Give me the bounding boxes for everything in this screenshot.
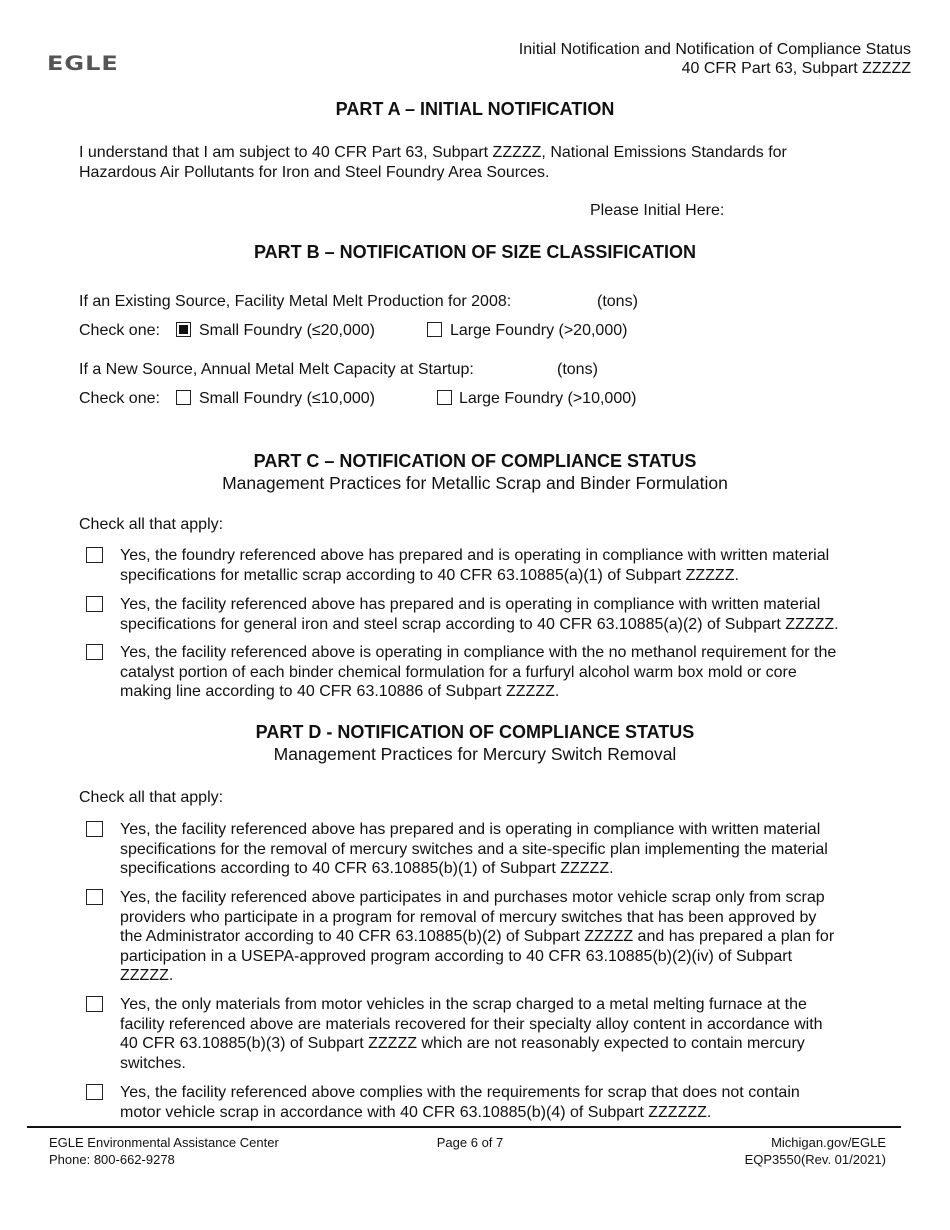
part-d-item-2-text [120,888,900,986]
part-c-item-3-checkbox[interactable] [86,644,103,660]
footer-phone: Phone: 800-662-9278 [49,1151,175,1167]
part-c-item-2-checkbox[interactable] [86,596,103,612]
document-header [519,40,911,78]
existing-large-foundry-checkbox[interactable] [427,322,442,337]
existing-source-label: If an Existing Source, Facility Metal Melt Production for 2008: [79,293,512,310]
part-d-item-3-checkbox[interactable] [86,996,103,1012]
part-c-title: PART C – NOTIFICATION OF COMPLIANCE STATUS [253,451,697,471]
item-line: 40 CFR 63.10885(b)(3) of Subpart ZZZZZ which are not reasonably expected to contain mercury [120,1035,805,1052]
footer-right [745,1135,886,1168]
part-d-item-4-text [120,1083,900,1122]
part-c-item-2-text [120,595,900,634]
footer-site: Michigan.gov/EGLE [771,1135,886,1150]
part-a-title: PART A – INITIAL NOTIFICATION [335,99,615,119]
item-line: specifications according to 40 CFR 63.10885(b)(1) of Subpart ZZZZZ. [120,860,614,877]
part-c-item-1-text [120,546,900,585]
new-check-one-label: Check one: [79,390,160,407]
page-number: Page 6 of 7 [436,1135,504,1150]
existing-tons-unit: (tons) [597,293,638,310]
part-c-subtitle: Management Practices for Metallic Scrap and Binder Formulation [222,473,728,493]
initial-label: Please Initial Here: [590,202,725,219]
item-line: Yes, the facility referenced above complies with the requirements for scrap that does not contain [120,1084,800,1101]
existing-small-foundry-checkbox[interactable] [176,322,191,337]
footer-divider [27,1126,901,1128]
item-line: specifications for metallic scrap according to 40 CFR 63.10885(a)(1) of Subpart ZZZZZ. [120,566,739,584]
footer-form-number: EQP3550(Rev. 01/2021) [744,1151,886,1167]
part-d-item-3-text [120,995,900,1073]
item-line: ZZZZZ. [120,967,174,984]
existing-tons-field[interactable] [545,290,593,312]
new-tons-unit: (tons) [557,361,598,378]
item-line: providers who participate in a program for removal of mercury switches that has been approved by [120,908,817,926]
item-line: Yes, the facility referenced above has prepared and is operating in compliance with written material [120,821,821,838]
new-small-foundry-label: Small Foundry (≤10,000) [199,390,375,407]
part-a-statement-line2: Hazardous Air Pollutants for Iron and Steel Foundry Area Sources. [79,163,550,181]
item-line: making line according to 40 CFR 63.10886 of Subpart ZZZZZ. [120,683,560,700]
initial-field[interactable] [740,198,890,222]
part-a-statement [79,143,787,182]
item-line: Yes, the facility referenced above participates in and purchases motor vehicle scrap only from scrap [120,889,825,906]
item-line: specifications for general iron and steel scrap according to 40 CFR 63.10885(a)(2) of Subpart ZZZZZ. [120,615,839,633]
part-d-item-4-checkbox[interactable] [86,1084,103,1100]
part-c-item-1-checkbox[interactable] [86,547,103,563]
footer-org: EGLE Environmental Assistance Center [49,1135,279,1150]
existing-large-foundry-label: Large Foundry (>20,000) [450,322,628,339]
item-line: Yes, the only materials from motor vehicles in the scrap charged to a metal melting furnace at the [120,996,807,1013]
item-line: Yes, the facility referenced above has prepared and is operating in compliance with written material [120,596,821,613]
part-d-item-2-checkbox[interactable] [86,889,103,905]
item-line: Yes, the facility referenced above is operating in compliance with the no methanol requirement for the [120,644,837,661]
item-line: Yes, the foundry referenced above has prepared and is operating in compliance with written material [120,547,830,564]
new-source-label: If a New Source, Annual Metal Melt Capacity at Startup: [79,361,474,378]
item-line: the Administrator according to 40 CFR 63.10885(b)(2) of Subpart ZZZZZ and has prepared a plan for [120,928,835,945]
part-d-check-all-label: Check all that apply: [79,789,224,806]
new-large-foundry-label: Large Foundry (>10,000) [459,390,637,407]
new-tons-field[interactable] [505,358,553,380]
item-line: participation in a USEPA-approved program according to 40 CFR 63.10885(b)(2)(iv) of Subpart [120,947,793,965]
part-d-subtitle: Management Practices for Mercury Switch Removal [273,744,677,764]
egle-logo: EGLE [47,52,119,75]
new-small-foundry-checkbox[interactable] [176,390,191,405]
existing-check-one-label: Check one: [79,322,160,339]
new-large-foundry-checkbox[interactable] [437,390,452,405]
item-line: specifications for the removal of mercury switches and a site-specific plan implementing the material [120,840,828,858]
part-c-check-all-label: Check all that apply: [79,516,224,533]
part-c-item-3-text [120,643,900,702]
item-line: catalyst portion of each binder chemical formulation for a furfuryl alcohol warm box mold or core [120,663,797,681]
header-title-line2: 40 CFR Part 63, Subpart ZZZZZ [681,60,911,77]
part-b-title: PART B – NOTIFICATION OF SIZE CLASSIFICATION [254,242,696,262]
part-d-title: PART D - NOTIFICATION OF COMPLIANCE STATUS [255,722,695,742]
item-line: facility referenced above are materials recovered for their specialty alloy content in accordance with [120,1015,823,1033]
part-d-item-1-checkbox[interactable] [86,821,103,837]
header-title-line1: Initial Notification and Notification of Compliance Status [518,41,911,58]
part-a-statement-line1: I understand that I am subject to 40 CFR Part 63, Subpart ZZZZZ, National Emissions Standards for [79,144,787,161]
existing-small-foundry-label: Small Foundry (≤20,000) [199,322,375,339]
item-line: motor vehicle scrap in accordance with 40 CFR 63.10885(b)(4) of Subpart ZZZZZZ. [120,1103,712,1121]
part-d-item-1-text [120,820,900,879]
item-line: switches. [120,1054,186,1072]
